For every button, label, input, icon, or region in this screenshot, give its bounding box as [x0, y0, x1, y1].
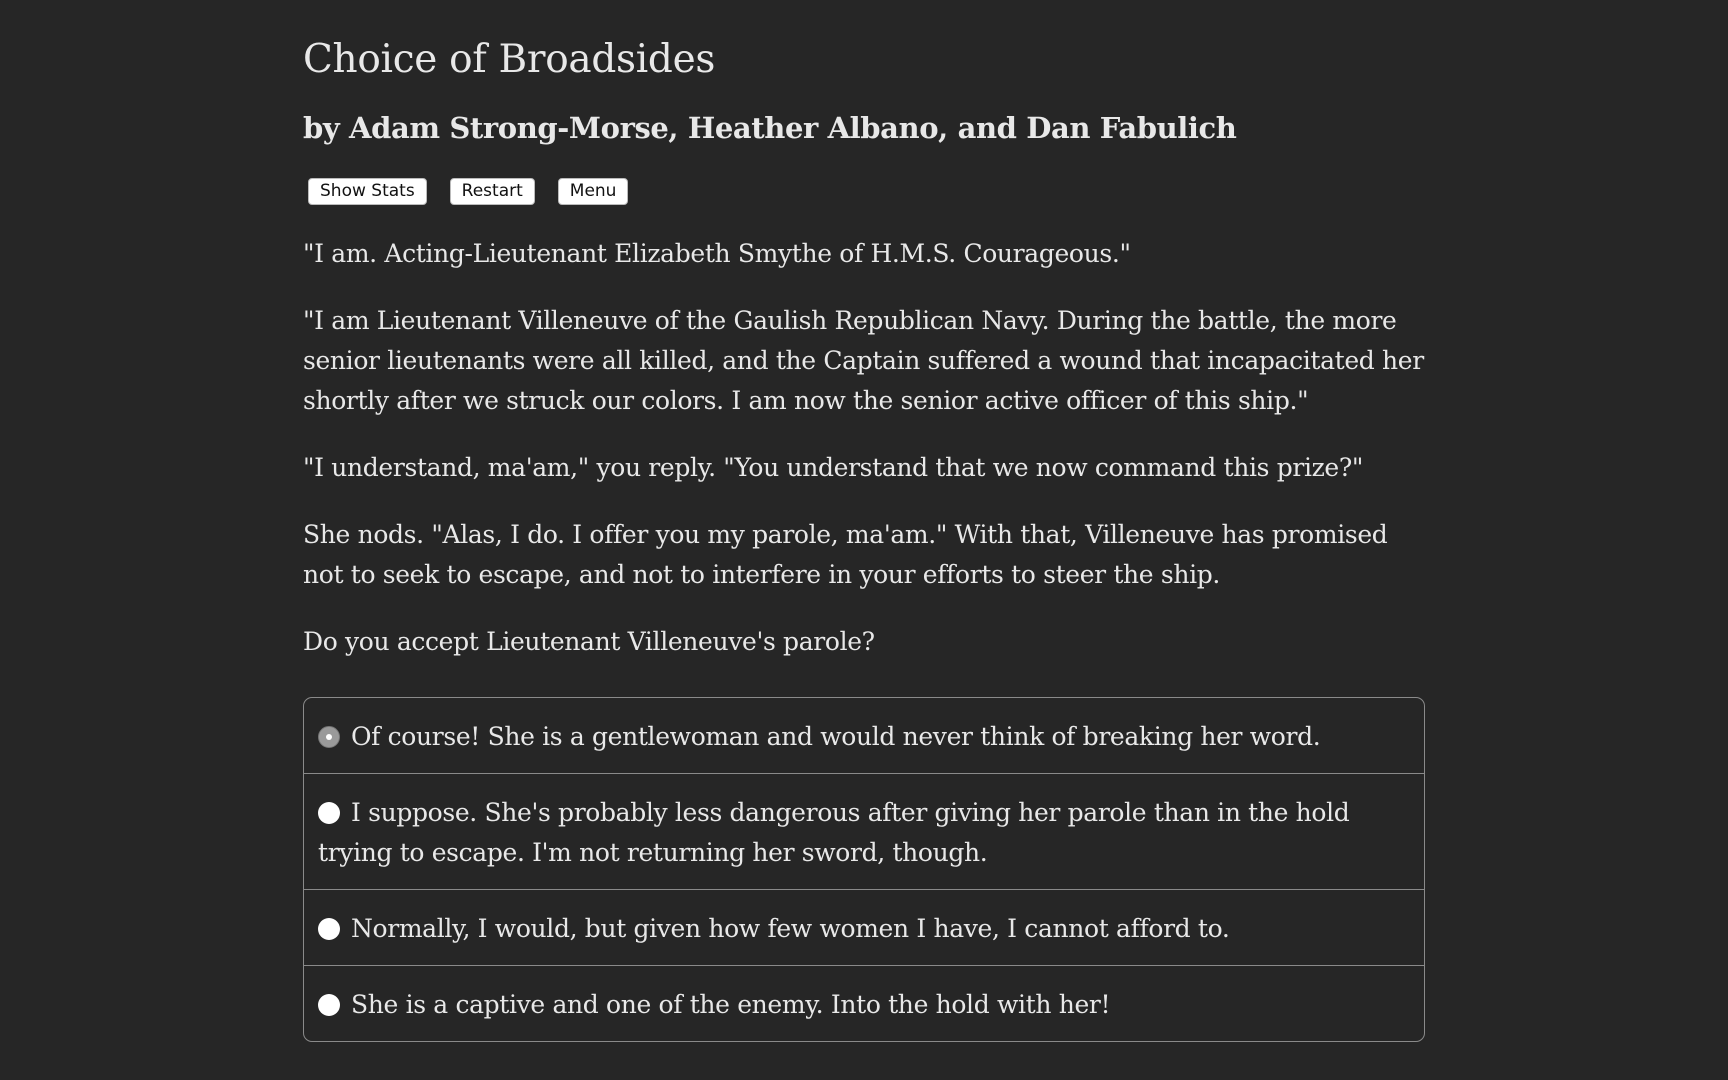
game-author: by Adam Strong-Morse, Heather Albano, and Dan Fabulich: [303, 111, 1237, 145]
radio-icon[interactable]: [318, 994, 340, 1016]
story-paragraph: She nods. "Alas, I do. I offer you my parole, ma'am." With that, Villeneuve has promised not to seek to escape, and not to interfere in your efforts to steer the ship.: [303, 520, 1388, 589]
choice-label: Of course! She is a gentlewoman and would never think of breaking her word.: [351, 722, 1321, 751]
story-text: [303, 234, 1425, 689]
toolbar: [308, 178, 651, 205]
choice-option[interactable]: [304, 889, 1424, 965]
choice-list: [303, 697, 1425, 1042]
radio-icon[interactable]: [318, 918, 340, 940]
story-paragraph: "I understand, ma'am," you reply. "You understand that we now command this prize?": [303, 453, 1364, 482]
restart-button[interactable]: Restart: [450, 178, 535, 205]
game-title: Choice of Broadsides: [303, 37, 716, 82]
menu-button[interactable]: Menu: [558, 178, 629, 205]
choice-label: I suppose. She's probably less dangerous after giving her parole than in the hold trying to escape. I'm not returning her sword, though.: [318, 798, 1350, 867]
choice-option[interactable]: [304, 965, 1424, 1041]
show-stats-button[interactable]: Show Stats: [308, 178, 427, 205]
radio-selected-icon[interactable]: [318, 726, 340, 748]
radio-icon[interactable]: [318, 802, 340, 824]
choice-label: She is a captive and one of the enemy. Into the hold with her!: [351, 990, 1111, 1019]
story-paragraph: "I am Lieutenant Villeneuve of the Gaulish Republican Navy. During the battle, the more senior lieutenants were all killed, and the Captain suffered a wound that incapacitated her shortly after we struck our colors. I am now the senior active officer of this ship.": [303, 306, 1424, 415]
story-paragraph: "I am. Acting-Lieutenant Elizabeth Smythe of H.M.S. Courageous.": [303, 239, 1131, 268]
choice-option[interactable]: [304, 773, 1424, 889]
choice-label: Normally, I would, but given how few women I have, I cannot afford to.: [351, 914, 1230, 943]
story-question: Do you accept Lieutenant Villeneuve's parole?: [303, 627, 875, 656]
choice-option[interactable]: [304, 698, 1424, 773]
